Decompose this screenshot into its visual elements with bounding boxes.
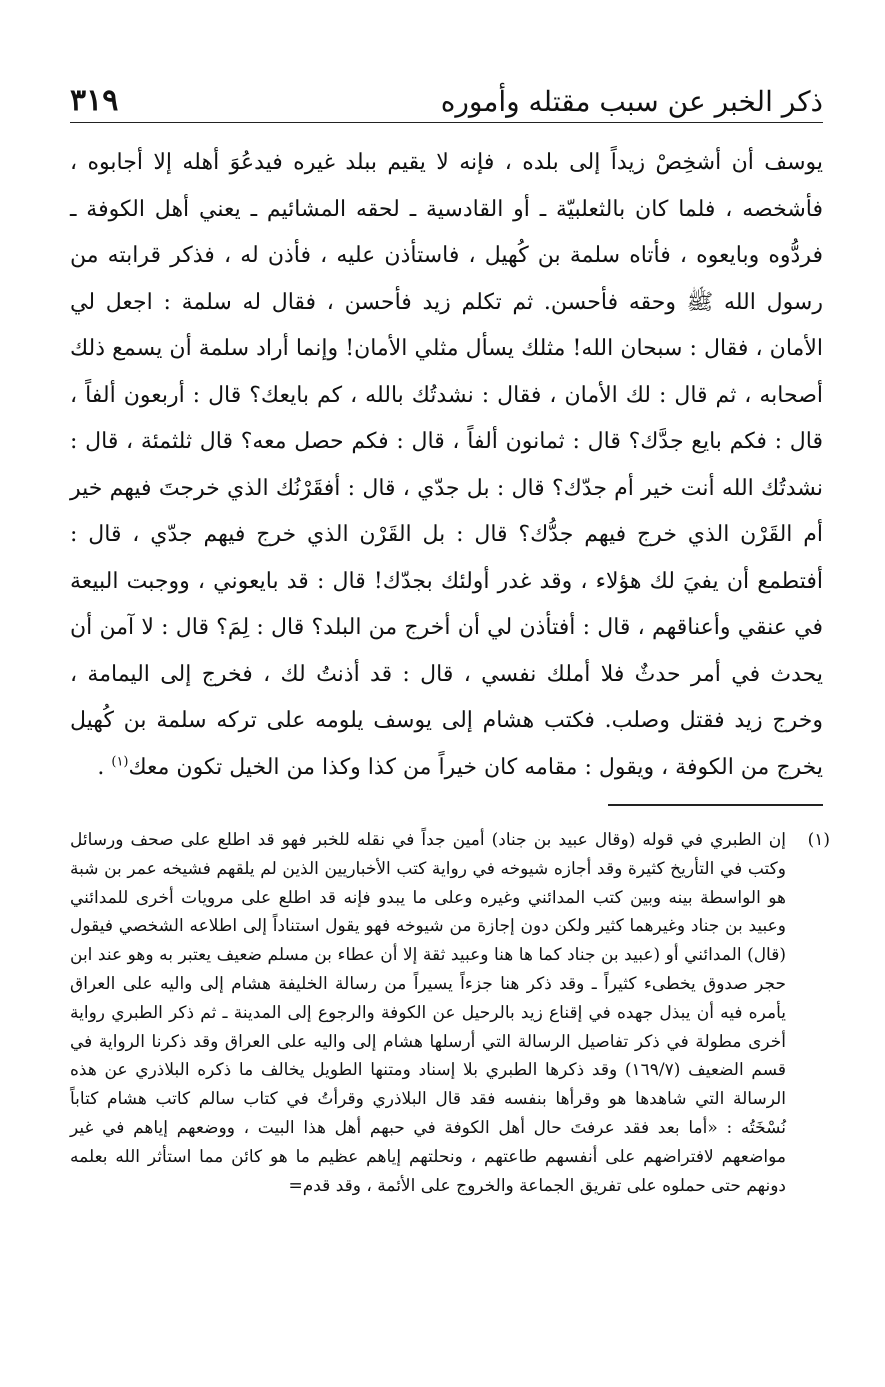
footnote-separator: [608, 804, 823, 806]
body-text: يوسف أن أشخِصْ زيداً إلى بلده ، فإنه لا يقيم ببلد غيره فيدعُوَ أهله إلا أجابوه ، فأشخصه ، فلما كان بالثعلبيّة ـ أو القادسية ـ لحقه المشائيم ـ يعني أهل الكوفة ـ فردُّوه وبايعوه ، فأتاه سلمة بن كُهيل ، فاستأذن عليه ، فأذن له ، فذكر قرابته من رسول الله ﷺ وحقه فأحسن. ثم تكلم زيد فأحسن ، فقال له سلمة : اجعل لي الأمان ، فقال : سبحان الله! مثلك يسأل مثلي الأمان! وإنما أراد سلمة أن يسمع ذلك أصحابه ، ثم قال : لك الأمان ، فقال : نشدتُك بالله ، كم بايعك؟ قال : أربعون ألفاً ، قال : فكم بايع جدَّك؟ قال : ثمانون ألفاً ، قال : فكم حصل معه؟ قال ثلثمئة ، قال : نشدتُك الله أنت خير أم جدّك؟ قال : بل جدّي ، قال : أفقَرْنُك الذي خرجتَ فيهم خير أم القَرْن الذي خرج فيهم جدُّك؟ قال : بل القَرْن الذي خرج فيهم جدّي ، قال : أفتطمع أن يفيَ لك هؤلاء ، وقد غدر أولئك بجدّك! قال : قد بايعوني ، ووجبت البيعة في عنقي وأعناقهم ، قال : أفتأذن لي أن أخرج من البلد؟ قال : لِمَ؟ قال : لا آمن أن يحدث في أمر حدثٌ فلا أملك نفسي ، قال : قد أذنتُ لك ، فخرج إلى اليمامة ، وخرج زيد فقتل وصلب. فكتب هشام إلى يوسف يلومه على تركه سلمة بن كُهيل يخرج من الكوفة ، ويقول : مقامه كان خيراً من كذا وكذا من الخيل تكون معك: [70, 150, 823, 780]
footnote: [70, 826, 830, 1200]
running-title: ذكر الخبر عن سبب مقتله وأموره: [440, 85, 823, 118]
footnote-text: إن الطبري في قوله (وقال عبيد بن جناد) أمين جداً في نقله للخبر فهو قد اطلع على صحف ورسائل وكتب في التأريخ كثيرة وقد أجازه شيوخه في رواية كتب الأخباريين الذين لم يلقهم فشيخه عمر بن شبة هو الواسطة بينه وبين كتب المدائني وغيره وعلى ما يبدو فإنه قد اطلع على مرويات أخرى للمدائني وعبيد بن جناد وغيرهما كثير ولكن دون إجازة من شيوخه فهو يقول استناداً إلى اطلاعه الشخصي فيقول (قال) المدائني أو (عبيد بن جناد كما ها هنا وعبيد ثقة إلا أن عطاء بن مسلم ضعيف يعتبر به وهو عند ابن حجر صدوق يخطىء كثيراً ـ وقد ذكر هنا جزءاً يسيراً من رسالة الخليفة هشام إلى واليه على العراق يأمره فيه أن يبذل جهده في إقناع زيد بالرحيل عن الكوفة والرجوع إلى المدينة ـ ثم ذكر الطبري رواية أخرى مطولة في ذكر تفاصيل الرسالة التي أرسلها هشام إلى واليه على العراق وقد ذكرنا الرواية في قسم الضعيف (١٦٩/٧) وقد ذكرها الطبري بلا إسناد ومتنها الطويل يخالف ما ذكره البلاذري عن هذه الرسالة التي شاهدها هو وقرأها بنفسه فقد قال البلاذري وقرأتُ في كتاب سالم كاتب هشام كتاباً نُسْخَتُه : «أما بعد فقد عرفتَ حال أهل الكوفة في حبهم أهل هذا البيت ، ووضعهم إياهم في غير مواضعهم لافتراضهم على أنفسهم طاعتهم ، ونحلتهم إياهم عظيم ما هو كائن مما استأثر الله بعلمه دونهم حتى حملوه على تفريق الجماعة والخروج على الأئمة ، وقد قدم=: [70, 830, 786, 1196]
running-header: [70, 68, 823, 118]
body-paragraph: [70, 140, 823, 791]
footnote-marker: (١): [807, 830, 830, 850]
page-number: ٣١٩: [70, 83, 119, 118]
header-rule: [70, 122, 823, 123]
main-text: [70, 140, 823, 791]
end-punctuation: .: [97, 754, 112, 780]
footnote-reference[interactable]: (١): [111, 754, 129, 770]
